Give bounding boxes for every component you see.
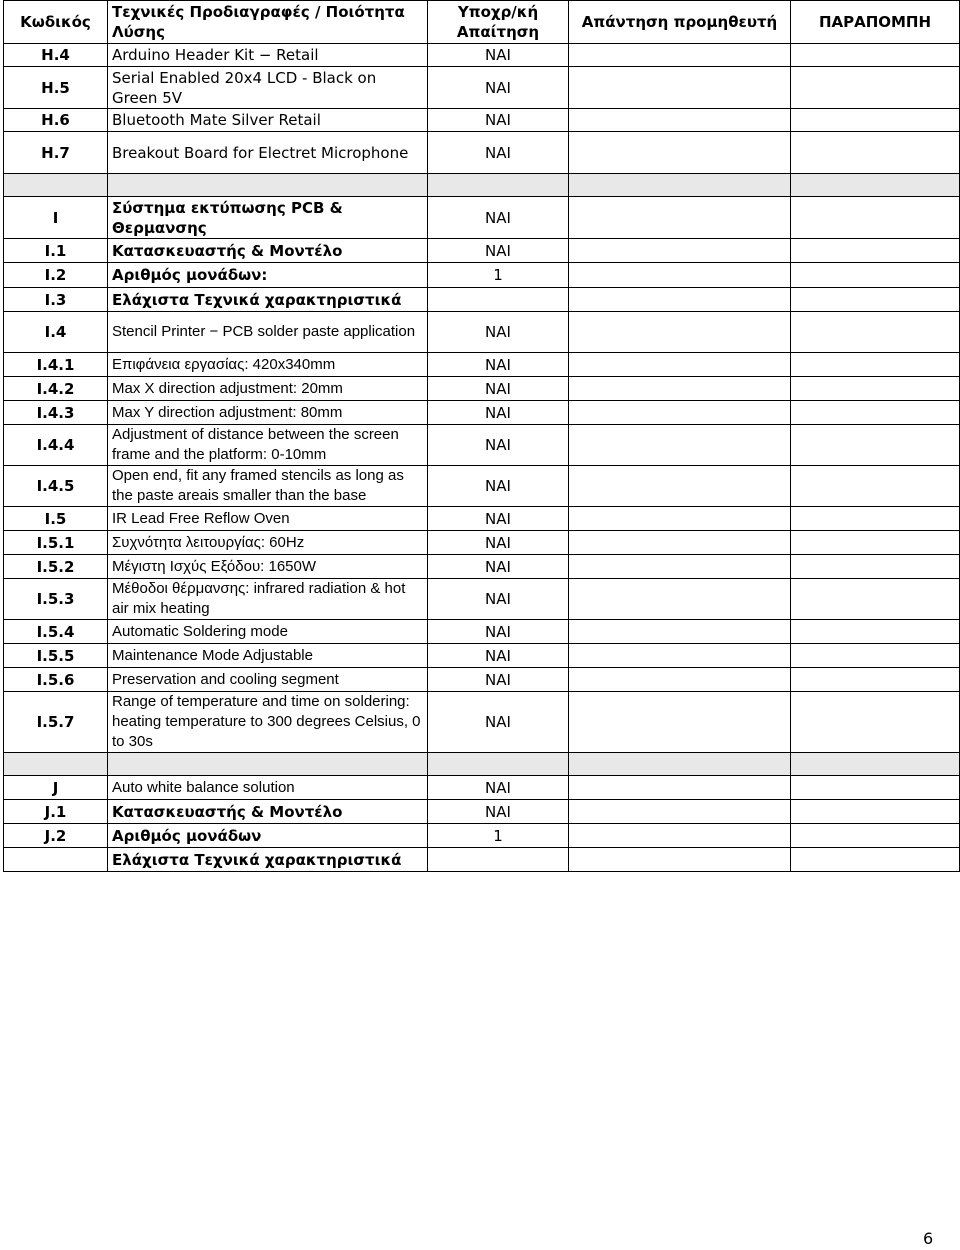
- spec-cell: Επιφάνεια εργασίας: 420x340mm: [108, 353, 428, 377]
- separator-cell: [428, 174, 569, 197]
- supplier-answer-cell: [569, 579, 791, 620]
- spec-cell: Arduino Header Kit − Retail: [108, 44, 428, 67]
- page-number: 6: [923, 1229, 934, 1248]
- code-cell: I.5.5: [4, 644, 108, 668]
- reference-cell: [791, 353, 960, 377]
- code-cell: I.5.1: [4, 531, 108, 555]
- supplier-answer-cell: [569, 531, 791, 555]
- supplier-answer-cell: [569, 44, 791, 67]
- requirement-cell: ΝΑΙ: [428, 466, 569, 507]
- table-row: [4, 848, 960, 872]
- table-row: [4, 531, 960, 555]
- supplier-answer-cell: [569, 425, 791, 466]
- reference-cell: [791, 555, 960, 579]
- spec-table: [3, 0, 960, 872]
- reference-cell: [791, 776, 960, 800]
- reference-cell: [791, 44, 960, 67]
- spec-cell: Preservation and cooling segment: [108, 668, 428, 692]
- reference-cell: [791, 239, 960, 263]
- spec-cell: Breakout Board for Electret Microphone: [108, 132, 428, 174]
- code-cell: I.5.3: [4, 579, 108, 620]
- supplier-answer-cell: [569, 668, 791, 692]
- supplier-answer-cell: [569, 377, 791, 401]
- code-cell: I.4.4: [4, 425, 108, 466]
- spec-cell: Μέγιστη Ισχύς Εξόδου: 1650W: [108, 555, 428, 579]
- spec-cell: Ελάχιστα Τεχνικά χαρακτηριστικά: [108, 288, 428, 312]
- header-answer: Απάντηση προμηθευτή: [569, 1, 791, 44]
- table-row: [4, 132, 960, 174]
- code-cell: I.4.3: [4, 401, 108, 425]
- spec-cell: Αριθμός μονάδων:: [108, 263, 428, 288]
- code-cell: I.1: [4, 239, 108, 263]
- supplier-answer-cell: [569, 692, 791, 753]
- requirement-cell: ΝΑΙ: [428, 668, 569, 692]
- requirement-cell: ΝΑΙ: [428, 197, 569, 239]
- reference-cell: [791, 531, 960, 555]
- code-cell: I.2: [4, 263, 108, 288]
- requirement-cell: [428, 848, 569, 872]
- table-row: [4, 109, 960, 132]
- supplier-answer-cell: [569, 132, 791, 174]
- separator-cell: [4, 174, 108, 197]
- spec-cell: Αριθμός μονάδων: [108, 824, 428, 848]
- reference-cell: [791, 425, 960, 466]
- table-row: [4, 377, 960, 401]
- table-row: [4, 288, 960, 312]
- requirement-cell: ΝΑΙ: [428, 132, 569, 174]
- requirement-cell: ΝΑΙ: [428, 353, 569, 377]
- separator-cell: [791, 753, 960, 776]
- requirement-cell: ΝΑΙ: [428, 555, 569, 579]
- reference-cell: [791, 800, 960, 824]
- table-row: [4, 401, 960, 425]
- code-cell: I.3: [4, 288, 108, 312]
- spec-cell: Stencil Printer − PCB solder paste application: [108, 312, 428, 353]
- requirement-cell: ΝΑΙ: [428, 776, 569, 800]
- reference-cell: [791, 312, 960, 353]
- requirement-cell: ΝΑΙ: [428, 377, 569, 401]
- supplier-answer-cell: [569, 507, 791, 531]
- separator-cell: [108, 174, 428, 197]
- reference-cell: [791, 644, 960, 668]
- supplier-answer-cell: [569, 288, 791, 312]
- header-row: [4, 1, 960, 44]
- code-cell: I.5: [4, 507, 108, 531]
- table-row: [4, 466, 960, 507]
- supplier-answer-cell: [569, 776, 791, 800]
- supplier-answer-cell: [569, 848, 791, 872]
- requirement-cell: ΝΑΙ: [428, 531, 569, 555]
- reference-cell: [791, 377, 960, 401]
- separator-cell: [569, 174, 791, 197]
- requirement-cell: ΝΑΙ: [428, 692, 569, 753]
- requirement-cell: ΝΑΙ: [428, 425, 569, 466]
- requirement-cell: ΝΑΙ: [428, 44, 569, 67]
- supplier-answer-cell: [569, 197, 791, 239]
- code-cell: J.1: [4, 800, 108, 824]
- requirement-cell: ΝΑΙ: [428, 312, 569, 353]
- table-row: [4, 776, 960, 800]
- code-cell: [4, 848, 108, 872]
- supplier-answer-cell: [569, 620, 791, 644]
- reference-cell: [791, 668, 960, 692]
- code-cell: I: [4, 197, 108, 239]
- separator-row: [4, 753, 960, 776]
- table-row: [4, 692, 960, 753]
- spec-cell: Max Y direction adjustment: 80mm: [108, 401, 428, 425]
- spec-cell: Open end, fit any framed stencils as long as the paste areais smaller than the base: [108, 466, 428, 507]
- reference-cell: [791, 692, 960, 753]
- supplier-answer-cell: [569, 239, 791, 263]
- reference-cell: [791, 109, 960, 132]
- supplier-answer-cell: [569, 555, 791, 579]
- code-cell: I.4.2: [4, 377, 108, 401]
- requirement-cell: ΝΑΙ: [428, 401, 569, 425]
- table-row: [4, 425, 960, 466]
- separator-cell: [4, 753, 108, 776]
- separator-cell: [108, 753, 428, 776]
- spec-cell: Max X direction adjustment: 20mm: [108, 377, 428, 401]
- header-code: Κωδικός: [4, 1, 108, 44]
- code-cell: I.4.5: [4, 466, 108, 507]
- spec-cell: Κατασκευαστής & Μοντέλο: [108, 239, 428, 263]
- table-row: [4, 555, 960, 579]
- requirement-cell: [428, 288, 569, 312]
- code-cell: J: [4, 776, 108, 800]
- code-cell: I.4: [4, 312, 108, 353]
- requirement-cell: ΝΑΙ: [428, 644, 569, 668]
- spec-cell: Σύστημα εκτύπωσης PCB & Θερμανσης: [108, 197, 428, 239]
- spec-cell: Serial Enabled 20x4 LCD - Black on Green 5V: [108, 67, 428, 109]
- table-row: [4, 579, 960, 620]
- code-cell: I.5.4: [4, 620, 108, 644]
- supplier-answer-cell: [569, 67, 791, 109]
- reference-cell: [791, 401, 960, 425]
- reference-cell: [791, 848, 960, 872]
- requirement-cell: ΝΑΙ: [428, 579, 569, 620]
- table-row: [4, 263, 960, 288]
- supplier-answer-cell: [569, 401, 791, 425]
- reference-cell: [791, 824, 960, 848]
- code-cell: J.2: [4, 824, 108, 848]
- spec-cell: Automatic Soldering mode: [108, 620, 428, 644]
- separator-cell: [569, 753, 791, 776]
- spec-cell: Μέθοδοι θέρμανσης: infrared radiation & hot air mix heating: [108, 579, 428, 620]
- code-cell: I.5.2: [4, 555, 108, 579]
- separator-cell: [428, 753, 569, 776]
- requirement-cell: ΝΑΙ: [428, 67, 569, 109]
- table-row: [4, 44, 960, 67]
- supplier-answer-cell: [569, 644, 791, 668]
- code-cell: H.6: [4, 109, 108, 132]
- table-row: [4, 800, 960, 824]
- reference-cell: [791, 263, 960, 288]
- table-row: [4, 353, 960, 377]
- code-cell: I.5.6: [4, 668, 108, 692]
- spec-cell: Maintenance Mode Adjustable: [108, 644, 428, 668]
- supplier-answer-cell: [569, 800, 791, 824]
- code-cell: H.5: [4, 67, 108, 109]
- header-required: Υποχρ/κή Απαίτηση: [428, 1, 569, 44]
- spec-cell: IR Lead Free Reflow Oven: [108, 507, 428, 531]
- supplier-answer-cell: [569, 109, 791, 132]
- reference-cell: [791, 132, 960, 174]
- reference-cell: [791, 466, 960, 507]
- reference-cell: [791, 507, 960, 531]
- spec-cell: Κατασκευαστής & Μοντέλο: [108, 800, 428, 824]
- table-row: [4, 67, 960, 109]
- table-row: [4, 620, 960, 644]
- table-row: [4, 197, 960, 239]
- supplier-answer-cell: [569, 824, 791, 848]
- table-row: [4, 239, 960, 263]
- code-cell: I.4.1: [4, 353, 108, 377]
- requirement-cell: ΝΑΙ: [428, 800, 569, 824]
- supplier-answer-cell: [569, 312, 791, 353]
- table-body: [4, 44, 960, 872]
- reference-cell: [791, 579, 960, 620]
- spec-cell: Ελάχιστα Τεχνικά χαρακτηριστικά: [108, 848, 428, 872]
- requirement-cell: ΝΑΙ: [428, 620, 569, 644]
- requirement-cell: 1: [428, 824, 569, 848]
- reference-cell: [791, 620, 960, 644]
- supplier-answer-cell: [569, 353, 791, 377]
- code-cell: H.4: [4, 44, 108, 67]
- table-row: [4, 312, 960, 353]
- table-row: [4, 824, 960, 848]
- spec-cell: Auto white balance solution: [108, 776, 428, 800]
- requirement-cell: ΝΑΙ: [428, 239, 569, 263]
- separator-cell: [791, 174, 960, 197]
- supplier-answer-cell: [569, 466, 791, 507]
- separator-row: [4, 174, 960, 197]
- spec-cell: Συχνότητα λειτουργίας: 60Hz: [108, 531, 428, 555]
- supplier-answer-cell: [569, 263, 791, 288]
- table-row: [4, 644, 960, 668]
- requirement-cell: ΝΑΙ: [428, 109, 569, 132]
- spec-cell: Range of temperature and time on soldering: heating temperature to 300 degrees Celsius, 0 to 30s: [108, 692, 428, 753]
- reference-cell: [791, 197, 960, 239]
- requirement-cell: 1: [428, 263, 569, 288]
- reference-cell: [791, 67, 960, 109]
- code-cell: I.5.7: [4, 692, 108, 753]
- table-row: [4, 668, 960, 692]
- requirement-cell: ΝΑΙ: [428, 507, 569, 531]
- header-spec: Τεχνικές Προδιαγραφές / Ποιότητα Λύσης: [108, 1, 428, 44]
- table-row: [4, 507, 960, 531]
- spec-cell: Adjustment of distance between the screen frame and the platform: 0-10mm: [108, 425, 428, 466]
- reference-cell: [791, 288, 960, 312]
- header-reference: ΠΑΡΑΠΟΜΠΗ: [791, 1, 960, 44]
- spec-cell: Bluetooth Mate Silver Retail: [108, 109, 428, 132]
- code-cell: H.7: [4, 132, 108, 174]
